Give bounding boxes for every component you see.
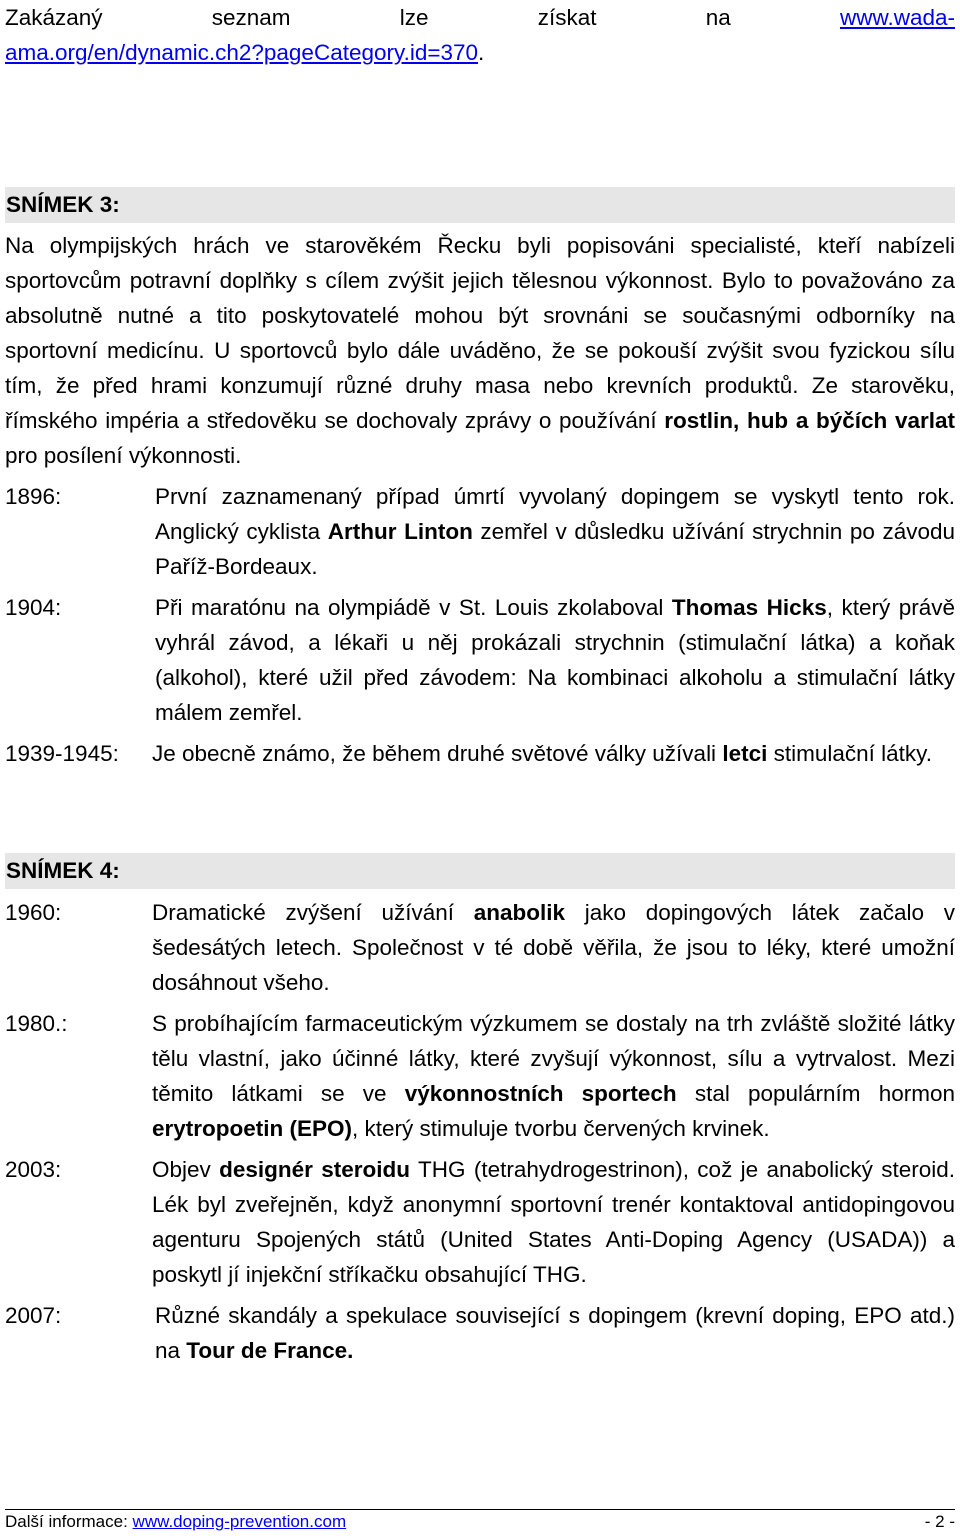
intro-word: získat xyxy=(537,5,597,30)
intro-word: Zakázaný xyxy=(5,5,103,30)
entry-text-part: Různé skandály a spekulace související s dopingem (krevní doping, EPO atd.) na xyxy=(155,1303,955,1363)
entry-text-part: zemřel v důsledku užívání strychnin po závodu Paříž-Bordeaux. xyxy=(155,519,955,579)
timeline-entry-2003 xyxy=(5,1152,955,1292)
bold-text: Arthur Linton xyxy=(327,519,473,544)
entry-text-part: , který stimuluje tvorbu červených krvinek. xyxy=(352,1116,770,1141)
slide-4-heading: SNÍMEK 4: xyxy=(5,853,955,889)
footer-label: Další informace: xyxy=(5,1512,133,1531)
entry-text-part: , který právě vyhrál závod, a lékaři u něj prokázali strychnin (stimulační látka) a koňak (alkohol), které užil před závodem: Na kombinaci alkoholu a stimulační látky málem zemřel. xyxy=(155,595,955,725)
entry-text-part: První zaznamenaný případ úmrtí vyvolaný dopingem se vyskytl tento rok. Anglický cyklista xyxy=(155,484,955,544)
entry-text-part: THG (tetrahydrogestrinon), což je anabolický steroid. Lék byl zveřejněn, když anonymní sportovní trenér kontaktoval antidopingovou agenturu Spojených států (United States Anti-Doping Agency (USADA)) a poskytl jí injekční stříkačku obsahující THG. xyxy=(152,1157,956,1287)
wada-link-part-1[interactable]: www.wada- xyxy=(839,5,955,30)
paragraph-text: Na olympijských hrách ve starověkém Řecku byli popisováni specialisté, kteří nabízeli sportovcům potravní doplňky s cílem zvýšit jejich tělesnou výkonnost. Bylo to považováno za absolutně nutné a tito poskytovatelé mohou být srovnáni se současnými odborníky na sportovní medicínu. U sportovců bylo dále uváděno, že se pokouší zvýšit svou fyzickou sílu tím, že před hrami konzumují různé druhy masa nebo krevních produktů. Ze starověku, římského impéria a středověku se dochovaly zprávy o používání xyxy=(5,233,955,433)
bold-text: erytropoetin (EPO) xyxy=(152,1116,353,1141)
timeline-entry-2007 xyxy=(5,1298,955,1368)
entry-text-part: S probíhajícím farmaceutickým výzkumem se dostaly na trh zvláště složité látky tělu vlastní, jako účinné látky, které zvyšují výkonnost, sílu a vytrvalost. Mezi těmito látkami se ve xyxy=(152,1011,955,1106)
entry-year: 1904: xyxy=(5,595,62,620)
entry-year: 1896: xyxy=(5,484,62,509)
intro-period: . xyxy=(478,40,485,65)
page-footer xyxy=(5,1509,955,1534)
slide-3-paragraph xyxy=(5,228,955,473)
bold-text: Thomas Hicks xyxy=(671,595,827,620)
entry-text-part: jako dopingových látek začalo v šedesátých letech. Společnost v té době věřila, že jsou to léky, které umožní dosáhnout všeho. xyxy=(152,900,955,995)
entry-text xyxy=(155,1298,955,1368)
slide-3-heading: SNÍMEK 3: xyxy=(5,187,955,223)
entry-text xyxy=(152,1006,955,1146)
page-number: - 2 - xyxy=(924,1512,955,1531)
entry-text-part: Při maratónu na olympiádě v St. Louis zkolaboval xyxy=(155,595,672,620)
intro-line-1 xyxy=(5,0,955,35)
intro-word: seznam xyxy=(211,5,291,30)
entry-text-part: Dramatické zvýšení užívání xyxy=(152,900,474,925)
intro-line-2 xyxy=(5,35,955,70)
bold-text: Tour de France. xyxy=(186,1338,354,1363)
bold-text: letci xyxy=(722,741,768,766)
timeline-entry-1896 xyxy=(5,479,955,584)
entry-year: 1960: xyxy=(5,900,62,925)
bold-text: rostlin, hub a býčích varlat xyxy=(664,408,955,433)
footer-info xyxy=(5,1510,346,1534)
entry-text xyxy=(155,590,955,730)
paragraph-text: pro posílení výkonnosti. xyxy=(5,443,242,468)
entry-year: 1980.: xyxy=(5,1011,68,1036)
entry-text-part: Objev xyxy=(152,1157,220,1182)
document-page xyxy=(5,0,955,1368)
entry-year: 2007: xyxy=(5,1303,62,1328)
entry-text-part: stal populárním hormon xyxy=(676,1081,955,1106)
entry-text-part: stimulační látky. xyxy=(767,741,932,766)
entry-text xyxy=(152,895,955,1000)
wada-link-part-2[interactable]: ama.org/en/dynamic.ch2?pageCategory.id=370 xyxy=(5,40,479,65)
entry-text xyxy=(155,479,955,584)
entry-year: 1939-1945: xyxy=(5,741,119,766)
entry-text-part: Je obecně známo, že během druhé světové války užívali xyxy=(152,741,723,766)
bold-text: designér steroidu xyxy=(219,1157,411,1182)
timeline-entry-1904 xyxy=(5,590,955,730)
timeline-entry-1939 xyxy=(5,736,955,771)
entry-text xyxy=(152,736,955,771)
timeline-entry-1980 xyxy=(5,1006,955,1146)
entry-text xyxy=(152,1152,955,1292)
bold-text: výkonnostních sportech xyxy=(404,1081,677,1106)
timeline-entry-1960 xyxy=(5,895,955,1000)
intro-word: lze xyxy=(399,5,429,30)
intro-word: na xyxy=(705,5,731,30)
entry-year: 2003: xyxy=(5,1157,62,1182)
bold-text: anabolik xyxy=(473,900,566,925)
footer-link[interactable]: www.doping-prevention.com xyxy=(132,1512,347,1531)
